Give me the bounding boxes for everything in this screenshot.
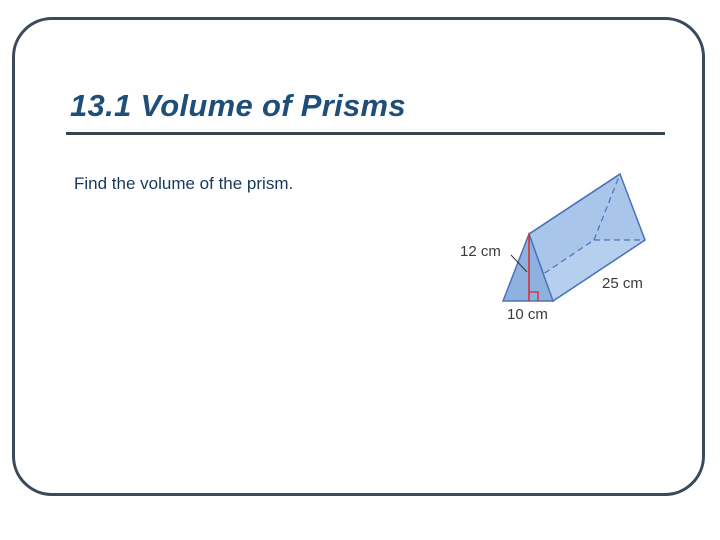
- length-label: 25 cm: [602, 275, 643, 292]
- base-label: 10 cm: [507, 306, 548, 323]
- slide-title: 13.1 Volume of Prisms: [70, 88, 406, 123]
- triangular-prism-figure: [450, 165, 660, 325]
- question-text: Find the volume of the prism.: [74, 174, 294, 193]
- height-label: 12 cm: [460, 243, 501, 260]
- title-underline: [66, 132, 665, 135]
